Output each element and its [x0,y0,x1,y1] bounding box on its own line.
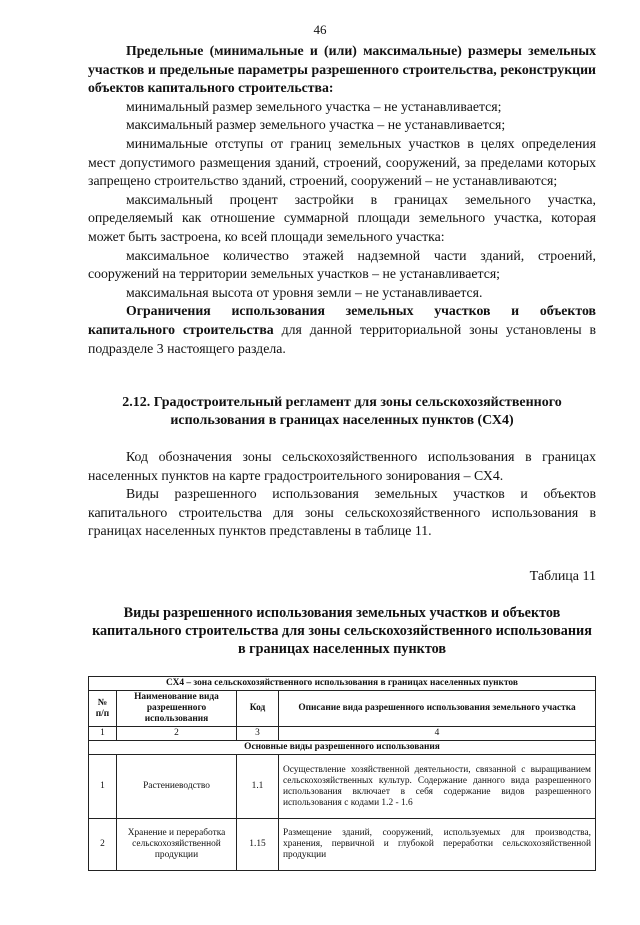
section-row [89,741,596,755]
table-caption: Таблица 11 [529,569,596,584]
col-number: 3 [237,727,279,741]
col-number: 1 [89,727,117,741]
header-desc: Описание вида разрешенного использования земельного участка [279,691,596,727]
limits-section [88,42,596,358]
header-row [89,691,596,727]
table-row [89,755,596,819]
restrictions-rest: для данной территориальной зоны установлены в подразделе 3 настоящего раздела. [88,321,596,356]
section-row-cell: Основные виды разрешенного использования [89,741,596,755]
para-code: Код обозначения зоны сельскохозяйственного использования в границах населенных пунктов на карте градостроительного зонирования – СХ4. [88,449,596,483]
limit-item: максимальная высота от уровня земли – не устанавливается. [126,284,483,300]
limit-item: минимальный размер земельного участка – не устанавливается; [126,98,502,114]
section-heading: 2.12. Градостроительный регламент для зоны сельскохозяйственного использования в границах населенных пунктов (СХ4) [122,395,562,428]
restrictions-bold: Ограничения использования земельных участков и объектов капитального строительства [88,303,596,337]
para-types: Виды разрешенного использования земельных участков и объектов капитального строительства для зоны сельскохозяйственного использования в границах населенных пунктов представлены в таблице 11. [88,486,596,539]
zone-row-cell: СХ4 – зона сельскохозяйственного использования в границах населенных пунктов [89,677,596,691]
col-number: 2 [117,727,237,741]
row-name: Хранение и переработка сельскохозяйственной продукции [117,819,237,871]
col-number-row [89,727,596,741]
col-number: 4 [279,727,596,741]
limit-item: максимальный размер земельного участка – не устанавливается; [126,117,506,133]
header-num: № п/п [89,691,117,727]
table-row [89,819,596,871]
row-code: 1.1 [237,755,279,819]
row-desc: Осуществление хозяйственной деятельности, связанной с выращиванием сельскохозяйственных культур. Содержание данного вида разрешенного использования включает в себя содержание видов разрешенного использования с кодами 1.2 - 1.6 [279,755,596,819]
table-wrapper [88,676,596,871]
limit-item: минимальные отступы от границ земельных участков в целях определения мест допустимого размещения зданий, строений, сооружений, за пределами которых запрещено строительство зданий, строений, сооружений – не устанавливаются; [88,135,596,189]
page-number: 46 [313,22,327,37]
row-name: Растениеводство [117,755,237,819]
table-title: Виды разрешенного использования земельных участков и объектов капитального строительства для зоны сельскохозяйственного использования в границах населенных пунктов [92,605,592,657]
row-num: 2 [89,819,117,871]
limit-item: максимальное количество этажей надземной части зданий, строений, сооружений на территории земельных участков – не устанавливается; [88,247,596,282]
restrictions-paragraph [88,302,596,358]
header-code: Код [237,691,279,727]
limits-heading: Предельные (минимальные и (или) максимальные) размеры земельных участков и предельные параметры разрешенного строительства, реконструкции объектов капитального строительства: [88,43,596,96]
limit-item: максимальный процент застройки в границах земельного участка, определяемый как отношение суммарной площади земельного участка, которая может быть застроена, ко всей площади земельного участка: [88,191,596,244]
row-num: 1 [89,755,117,819]
header-name: Наименование вида разрешенного использования [117,691,237,727]
section-body [88,448,596,541]
permitted-use-table [88,676,596,871]
row-desc: Размещение зданий, сооружений, используемых для производства, хранения, первичной и глубокой переработки сельскохозяйственной продукции [279,819,596,871]
zone-row [89,677,596,691]
row-code: 1.15 [237,819,279,871]
